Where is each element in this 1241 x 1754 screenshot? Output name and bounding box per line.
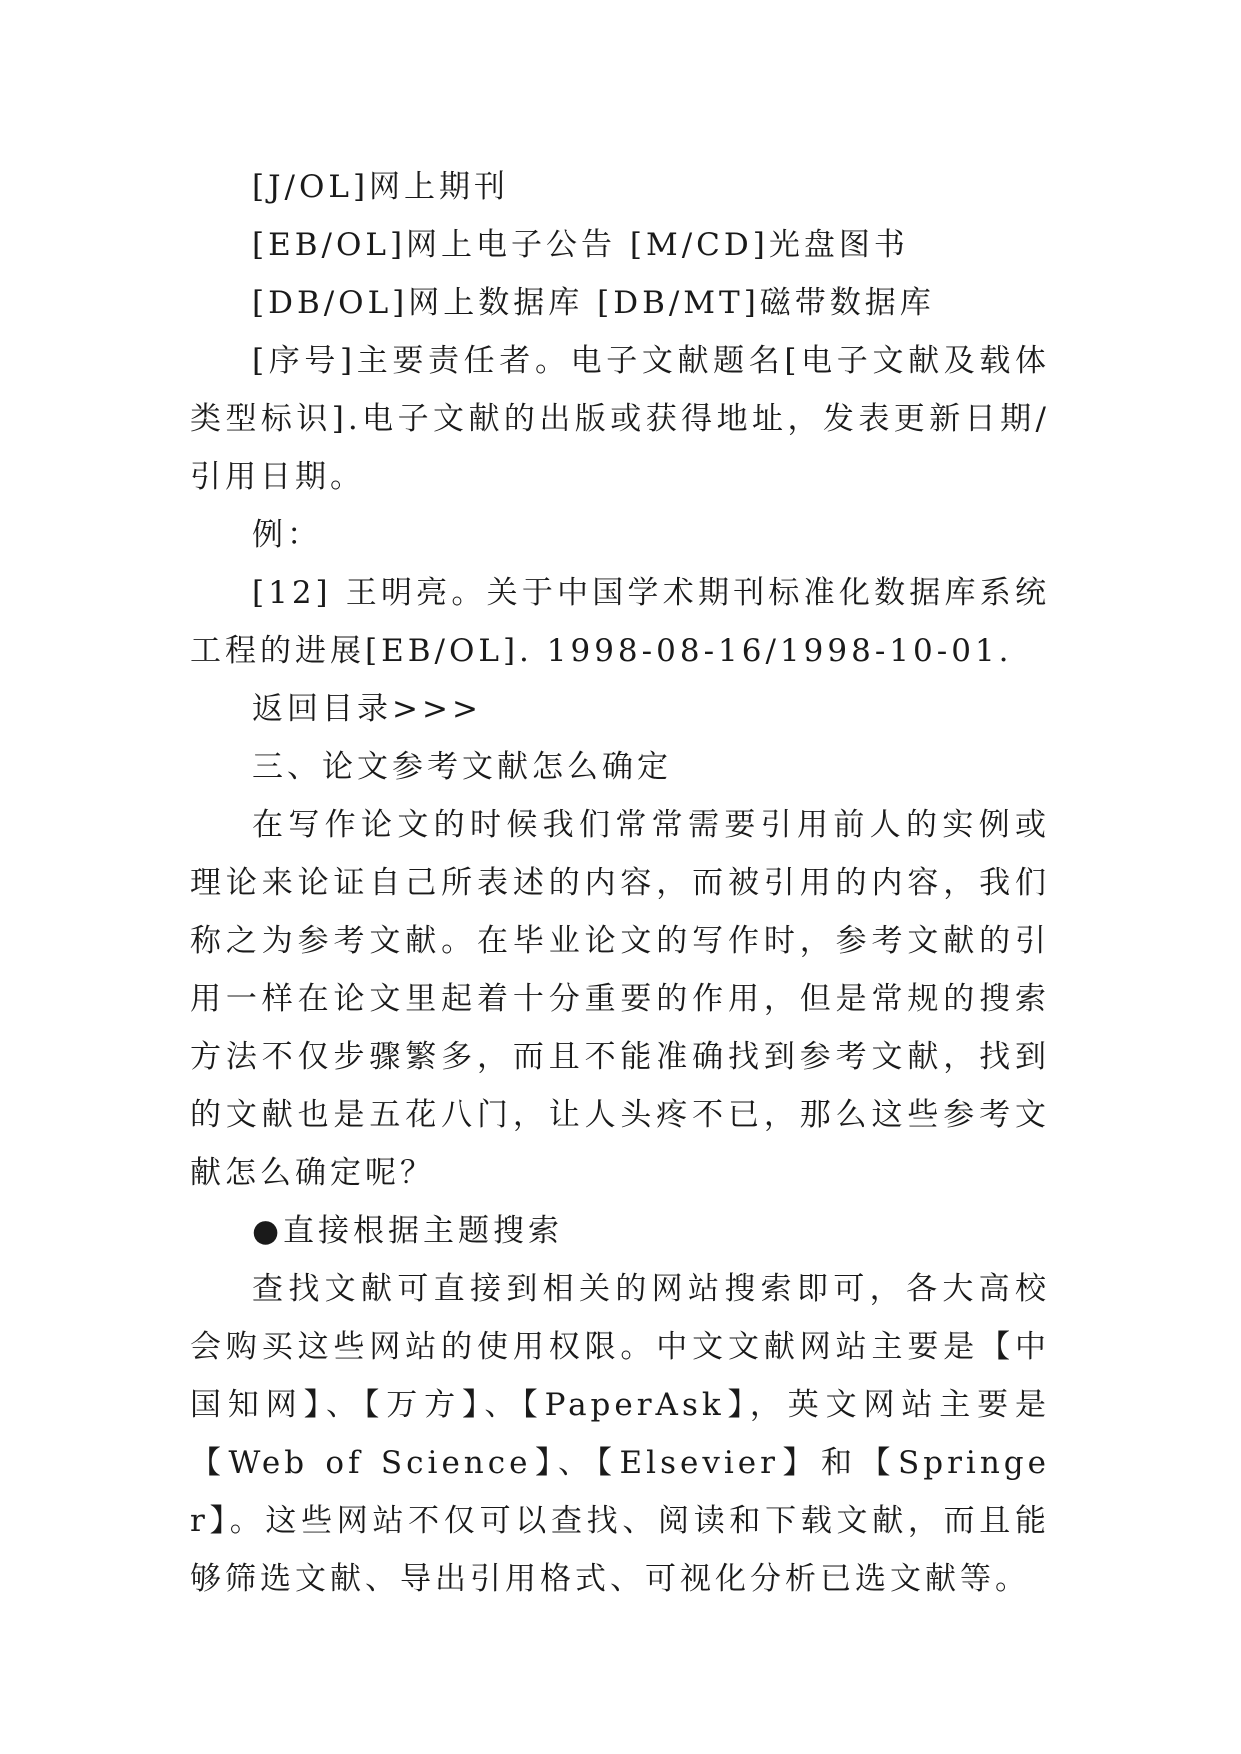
paragraph-eb-ol: [EB/OL]网上电子公告 [M/CD]光盘图书	[252, 227, 909, 263]
paragraph-db-ol: [DB/OL]网上数据库 [DB/MT]磁带数据库	[252, 285, 935, 321]
paragraph-j-ol: [J/OL]网上期刊	[252, 169, 510, 205]
paragraph-format-rule: [序号]主要责任者。电子文献题名[电子文献及载体类型标识].电子文献的出版或获得地址，发表更新日期/引用日期。	[190, 343, 1050, 495]
paragraph-intro: 在写作论文的时候我们常常需要引用前人的实例或理论来论证自己所表述的内容，而被引用的内容，我们称之为参考文献。在毕业论文的写作时，参考文献的引用一样在论文里起着十分重要的作用，但是常规的搜索方法不仅步骤繁多，而且不能准确找到参考文献，找到的文献也是五花八门，让人头疼不已，那么这些参考文献怎么确定呢？	[190, 807, 1050, 1191]
paragraph-example-label: 例：	[252, 517, 322, 553]
document-body	[190, 158, 1050, 1608]
section-heading: 三、论文参考文献怎么确定	[252, 749, 672, 785]
paragraph-example-citation: [12] 王明亮。关于中国学术期刊标准化数据库系统工程的进展[EB/OL]. 1998-08-16/1998-10-01.	[190, 575, 1050, 669]
return-to-toc-link[interactable]: 返回目录>>>	[252, 691, 482, 727]
bullet-heading: ●直接根据主题搜索	[252, 1213, 564, 1249]
paragraph-search-sites: 查找文献可直接到相关的网站搜索即可，各大高校会购买这些网站的使用权限。中文文献网站主要是【中国知网】、【万方】、【PaperAsk】，英文网站主要是【Web of Science】、【Elsevier】和【Springer】。这些网站不仅可以查找、阅读和下载文献，而且能够筛选文献、导出引用格式、可视化分析已选文献等。	[190, 1271, 1050, 1597]
